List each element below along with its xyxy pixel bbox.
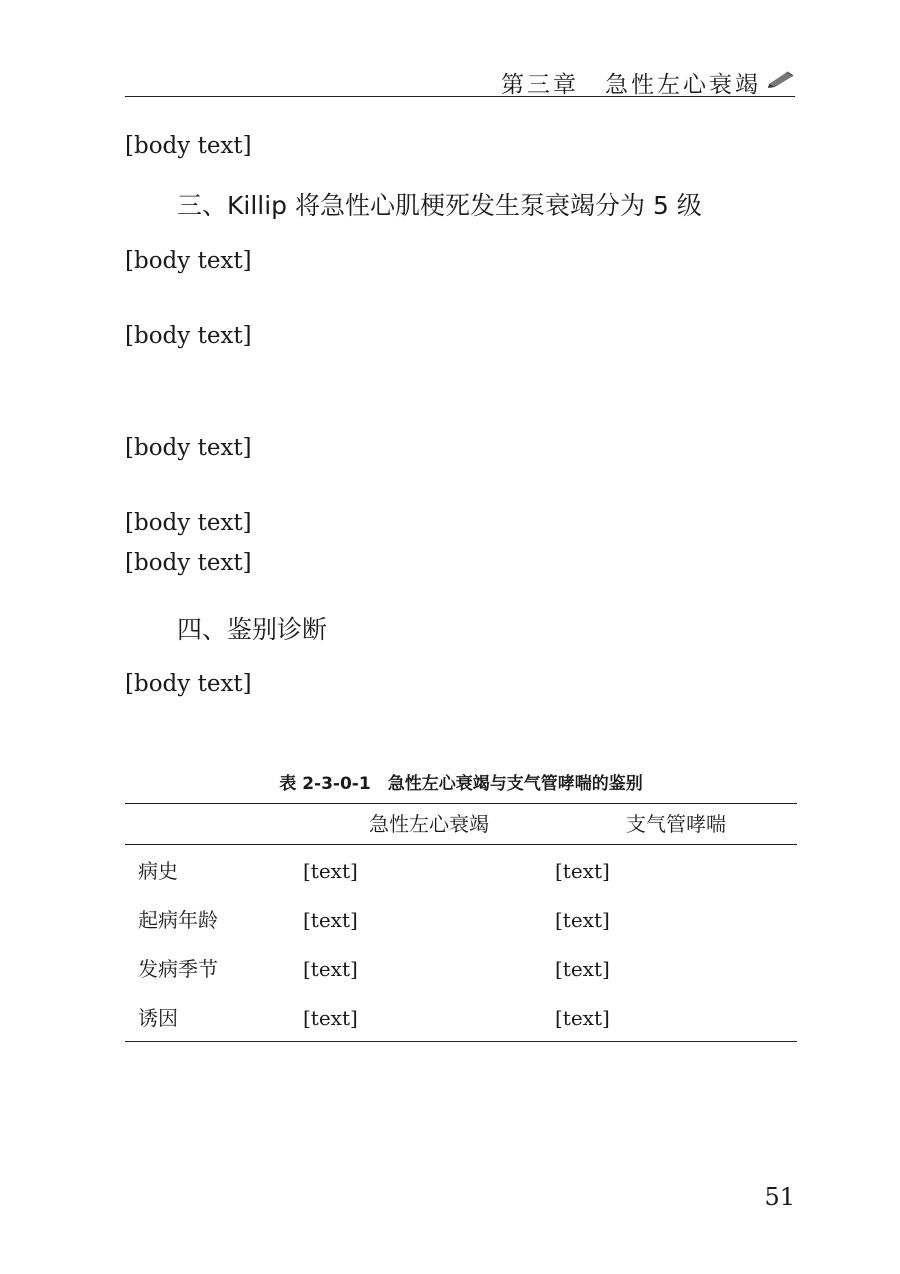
section-heading-killip: 三、Killip 将急性心肌梗死发生泵衰竭分为 5 级 [177, 191, 702, 220]
table-row [125, 845, 797, 895]
table-row [125, 894, 797, 943]
running-header [125, 60, 795, 97]
table-header-cell: 急性左心衰竭 [369, 811, 489, 836]
table-cell: [text] [303, 1006, 358, 1030]
paragraph-grade-5: [body text] [125, 550, 252, 576]
table-cell: [text] [303, 908, 358, 932]
paragraph-differential: [body text] [125, 671, 252, 697]
table-caption: 表 2-3-0-1 急性左心衰竭与支气管哮喘的鉴别 [279, 774, 643, 794]
section-heading-diagnosis: 四、鉴别诊断 [177, 615, 328, 644]
page-number: 51 [764, 1183, 795, 1211]
table-cell: [text] [555, 1006, 610, 1030]
table-cell: 病史 [138, 859, 178, 883]
table-row [125, 992, 797, 1042]
table-cell: [text] [555, 859, 610, 883]
paragraph-grade-3: [body text] [125, 435, 252, 461]
paragraph-grade-4: [body text] [125, 510, 252, 536]
comparison-table [125, 803, 797, 1042]
table-cell: [text] [555, 908, 610, 932]
table-cell: 起病年龄 [138, 908, 218, 932]
table-header-cell: 支气管哮喘 [626, 811, 726, 836]
paragraph-continuation: [body text] [125, 133, 252, 159]
table-cell: 发病季节 [138, 957, 218, 981]
chapter-title: 第三章 急性左心衰竭 [501, 72, 761, 98]
table-header-cell [125, 804, 303, 845]
table-cell: [text] [555, 957, 610, 981]
table-cell: 诱因 [138, 1006, 178, 1030]
paragraph-grade-1: [body text] [125, 248, 252, 274]
pen-icon [767, 68, 795, 88]
table-row [125, 943, 797, 992]
table-cell: [text] [303, 859, 358, 883]
table-header-row [125, 804, 797, 845]
paragraph-grade-2: [body text] [125, 323, 252, 349]
table-cell: [text] [303, 957, 358, 981]
